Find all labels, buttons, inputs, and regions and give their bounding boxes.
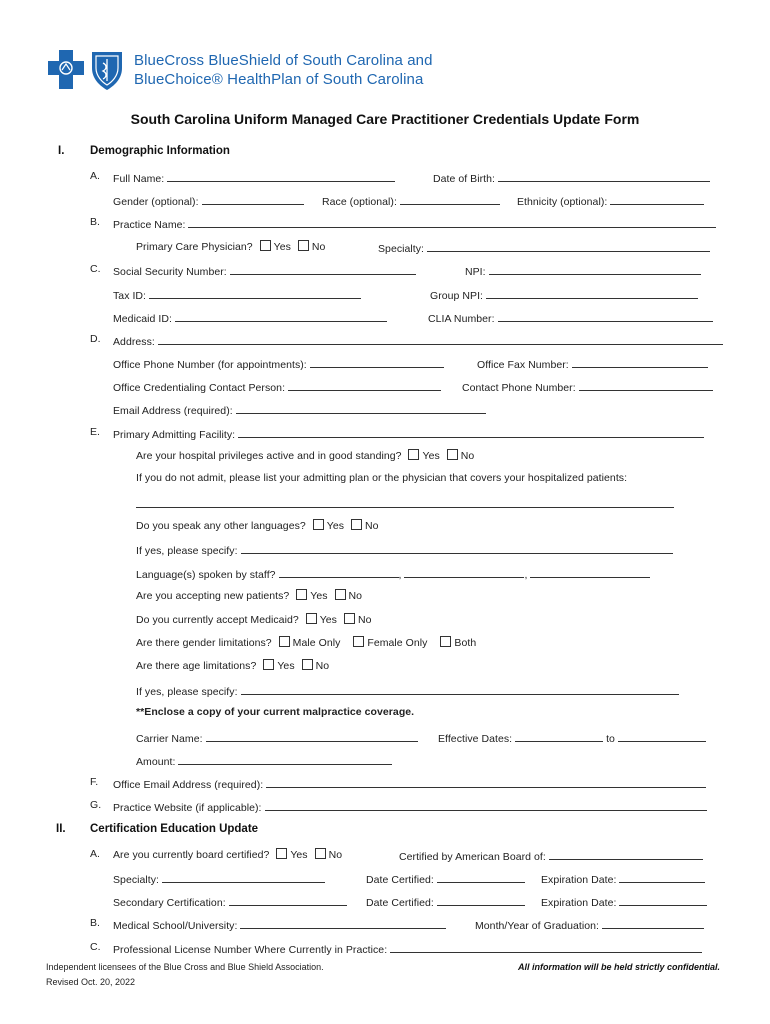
effective-dates-field[interactable]: [438, 730, 706, 745]
languages-no-label: No: [365, 520, 379, 532]
item-letter-c: C.: [90, 263, 101, 275]
to-label: to: [606, 733, 615, 745]
address-field[interactable]: [113, 333, 723, 348]
contact-phone-label: Contact Phone Number:: [462, 382, 576, 394]
item-letter-f: F.: [90, 776, 99, 788]
board-label: Are you currently board certified?: [113, 849, 270, 861]
age-limit-no-label: No: [315, 660, 330, 672]
new-patients-label: Are you accepting new patients?: [136, 590, 290, 602]
amount-label: Amount:: [136, 756, 176, 768]
languages-question: [136, 519, 379, 532]
languages-label: Do you speak any other languages?: [136, 520, 306, 532]
comma-1: ,: [398, 569, 402, 581]
admitting-facility-label: Primary Admitting Facility:: [113, 429, 236, 441]
age-limit-question: [136, 659, 329, 672]
new-patients-question: [136, 589, 362, 602]
age-limit-yes-checkbox[interactable]: [263, 659, 274, 670]
ethnicity-field[interactable]: [517, 193, 704, 208]
logo-line-1: BlueCross BlueShield of South Carolina and: [134, 52, 433, 69]
not-admit-line[interactable]: [136, 496, 674, 508]
pcp-label: Primary Care Physician?: [136, 241, 253, 253]
amount-field[interactable]: [136, 753, 392, 768]
gender-label: Gender (optional):: [113, 196, 199, 208]
expiration-date-field[interactable]: [541, 871, 705, 886]
race-label: Race (optional):: [322, 196, 397, 208]
comma-2: ,: [524, 569, 528, 581]
both-checkbox[interactable]: [440, 636, 451, 647]
secondary-date-certified-field[interactable]: [366, 894, 525, 909]
item-letter-2b: B.: [90, 917, 101, 929]
age-specify-field[interactable]: [136, 683, 679, 698]
secondary-cert-field[interactable]: [113, 894, 347, 909]
email-label: Email Address (required):: [113, 405, 233, 417]
blue-shield-icon: [92, 52, 122, 90]
board-yes-label: Yes: [290, 849, 308, 861]
board-no-checkbox[interactable]: [315, 848, 326, 859]
gender-limit-label: Are there gender limitations?: [136, 637, 272, 649]
new-patients-no-label: No: [348, 590, 363, 602]
pcp-yes-label: Yes: [273, 241, 291, 253]
form-title: South Carolina Uniform Managed Care Practitioner Credentials Update Form: [130, 111, 640, 127]
specialty-label: Specialty:: [378, 243, 425, 255]
clia-field[interactable]: [428, 310, 713, 325]
both-label: Both: [454, 637, 477, 649]
item-letter-g: G.: [90, 799, 102, 811]
secondary-date-certified-label: Date Certified:: [366, 897, 434, 909]
carrier-label: Carrier Name:: [136, 733, 203, 745]
date-certified-field[interactable]: [366, 871, 525, 886]
staff-languages-label: Language(s) spoken by staff?: [136, 569, 276, 581]
license-label: Professional License Number Where Currently in Practice:: [113, 944, 388, 956]
clia-label: CLIA Number:: [428, 313, 495, 325]
group-npi-field[interactable]: [430, 287, 698, 302]
expiration-date-label: Expiration Date:: [541, 874, 617, 886]
full-name-field[interactable]: [113, 170, 395, 185]
pcp-no-label: No: [311, 241, 326, 253]
item-letter-b: B.: [90, 216, 101, 228]
certified-by-field[interactable]: [399, 848, 703, 863]
section-title-2: Certification Education Update: [90, 823, 259, 835]
male-only-label: Male Only: [292, 637, 341, 649]
admitting-facility-field[interactable]: [113, 426, 704, 441]
logo-line-2: BlueChoice® HealthPlan of South Carolina: [134, 71, 424, 88]
malpractice-note: **Enclose a copy of your current malpractice coverage.: [136, 706, 415, 718]
npi-field[interactable]: [465, 263, 701, 278]
footer-revised: Revised Oct. 20, 2022: [46, 977, 136, 987]
board-yes-checkbox[interactable]: [276, 848, 287, 859]
not-admit-label: If you do not admit, please list your admitting plan or the physician that covers your hospitalized patients:: [136, 472, 628, 484]
contact-phone-field[interactable]: [462, 379, 713, 394]
certified-by-label: Certified by American Board of:: [399, 851, 546, 863]
bluecross-logo: [46, 48, 128, 97]
languages-specify-label: If yes, please specify:: [136, 545, 238, 557]
address-label: Address:: [113, 336, 155, 348]
office-email-field[interactable]: [113, 776, 706, 791]
cert-specialty-label: Specialty:: [113, 874, 160, 886]
office-phone-label: Office Phone Number (for appointments):: [113, 359, 307, 371]
graduation-field[interactable]: [475, 917, 704, 932]
age-limit-no-checkbox[interactable]: [302, 659, 313, 670]
privileges-label: Are your hospital privileges active and in good standing?: [136, 450, 402, 462]
medicaid-question: [136, 613, 371, 626]
gender-field[interactable]: [113, 193, 304, 208]
privileges-no-checkbox[interactable]: [447, 449, 458, 460]
medicaid-yes-checkbox[interactable]: [306, 613, 317, 624]
license-field[interactable]: [113, 941, 702, 956]
pcp-question: [136, 240, 325, 253]
item-letter-d: D.: [90, 333, 101, 345]
school-field[interactable]: [113, 917, 446, 932]
dob-label: Date of Birth:: [433, 173, 495, 185]
medicaid-id-field[interactable]: [113, 310, 387, 325]
website-field[interactable]: [113, 799, 707, 814]
group-npi-label: Group NPI:: [430, 290, 484, 302]
cred-contact-field[interactable]: [113, 379, 441, 394]
secondary-expiration-field[interactable]: [541, 894, 707, 909]
privileges-yes-label: Yes: [422, 450, 440, 462]
secondary-expiration-label: Expiration Date:: [541, 897, 617, 909]
blue-cross-icon: [48, 50, 84, 89]
graduation-label: Month/Year of Graduation:: [475, 920, 600, 932]
medicaid-yes-label: Yes: [319, 614, 337, 626]
race-field[interactable]: [322, 193, 500, 208]
staff-languages-field[interactable]: [136, 566, 650, 581]
item-letter-a: A.: [90, 170, 101, 182]
medicaid-id-label: Medicaid ID:: [113, 313, 172, 325]
office-fax-field[interactable]: [477, 356, 708, 371]
date-certified-label: Date Certified:: [366, 874, 434, 886]
full-name-label: Full Name:: [113, 173, 165, 185]
female-only-label: Female Only: [367, 637, 428, 649]
effective-dates-label: Effective Dates:: [438, 733, 513, 745]
age-limit-label: Are there age limitations?: [136, 660, 257, 672]
languages-yes-checkbox[interactable]: [313, 519, 324, 530]
languages-specify-field[interactable]: [136, 542, 673, 557]
dob-field[interactable]: [433, 170, 710, 185]
section-number-2: II.: [56, 823, 66, 835]
cred-contact-label: Office Credentialing Contact Person:: [113, 382, 286, 394]
new-patients-no-checkbox[interactable]: [335, 589, 346, 600]
ssn-label: Social Security Number:: [113, 266, 227, 278]
office-fax-label: Office Fax Number:: [477, 359, 569, 371]
website-label: Practice Website (if applicable):: [113, 802, 262, 814]
office-email-label: Office Email Address (required):: [113, 779, 264, 791]
medicaid-no-label: No: [357, 614, 372, 626]
languages-yes-label: Yes: [326, 520, 345, 532]
practice-name-label: Practice Name:: [113, 219, 186, 231]
specialty-field[interactable]: [378, 240, 710, 255]
section-title-1: Demographic Information: [90, 145, 230, 157]
cert-specialty-field[interactable]: [113, 871, 325, 886]
secondary-cert-label: Secondary Certification:: [113, 897, 226, 909]
footer-confidential: All information will be held strictly confidential.: [517, 962, 720, 972]
board-no-label: No: [328, 849, 343, 861]
gender-limit-question: [136, 636, 476, 649]
item-letter-e: E.: [90, 426, 101, 438]
tax-id-label: Tax ID:: [113, 290, 147, 302]
privileges-yes-checkbox[interactable]: [408, 449, 419, 460]
school-label: Medical School/University:: [113, 920, 238, 932]
ssn-field[interactable]: [113, 263, 416, 278]
section-number-1: I.: [58, 145, 65, 157]
item-letter-2c: C.: [90, 941, 101, 953]
male-only-checkbox[interactable]: [279, 636, 290, 647]
practice-name-field[interactable]: [113, 216, 716, 231]
npi-label: NPI:: [465, 266, 486, 278]
footer-licensees: Independent licensees of the Blue Cross and Blue Shield Association.: [46, 962, 324, 972]
female-only-checkbox[interactable]: [353, 636, 364, 647]
new-patients-yes-checkbox[interactable]: [296, 589, 307, 600]
carrier-field[interactable]: [136, 730, 418, 745]
tax-id-field[interactable]: [113, 287, 361, 302]
office-phone-field[interactable]: [113, 356, 444, 371]
age-specify-label: If yes, please specify:: [136, 686, 238, 698]
privileges-question: [136, 449, 474, 462]
privileges-no-label: No: [460, 450, 475, 462]
medicaid-label: Do you currently accept Medicaid?: [136, 614, 299, 626]
board-question: [113, 848, 342, 861]
pcp-yes-checkbox[interactable]: [260, 240, 271, 251]
ethnicity-label: Ethnicity (optional):: [517, 196, 608, 208]
new-patients-yes-label: Yes: [310, 590, 328, 602]
medicaid-no-checkbox[interactable]: [344, 613, 355, 624]
age-limit-yes-label: Yes: [277, 660, 295, 672]
item-letter-2a: A.: [90, 848, 101, 860]
languages-no-checkbox[interactable]: [351, 519, 362, 530]
pcp-no-checkbox[interactable]: [298, 240, 309, 251]
email-field[interactable]: [113, 402, 486, 417]
